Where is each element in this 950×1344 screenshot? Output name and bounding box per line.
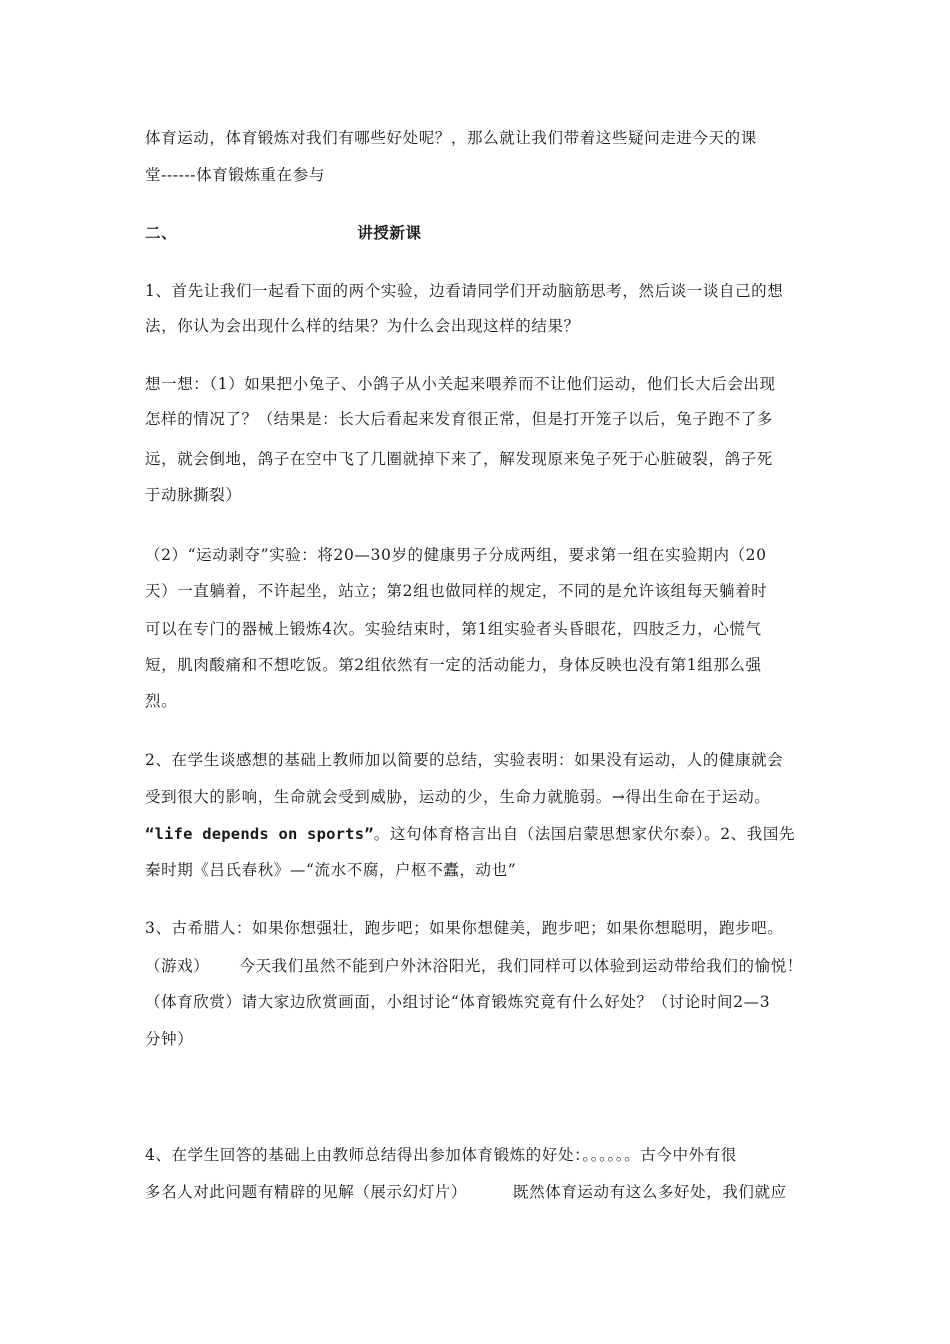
paragraph-line: 远，就会倒地，鸽子在空中飞了几圈就掉下来了，解发现原来兔子死于心脏破裂，鸽子死: [145, 450, 773, 468]
paragraph-line: 2、在学生谈感想的基础上教师加以简要的总结，实验表明：如果没有运动，人的健康就会: [145, 751, 784, 769]
motto-source: 。这句体育格言出自（法国启蒙思想家伏尔泰）。2、我国先: [373, 825, 796, 843]
section-heading: [145, 223, 835, 243]
motto-quote: “life depends on sports”: [145, 825, 374, 843]
paragraph-line: [145, 1182, 835, 1202]
paragraph-line: 堂------体育锻炼重在参与: [145, 166, 325, 184]
paragraph-line: 受到很大的影响，生命就会受到威胁，运动的少，生命力就脆弱。→得出生命在于运动。: [145, 788, 771, 806]
paragraph-line: 体育运动，体育锻炼对我们有哪些好处呢？，那么就让我们带着这些疑问走进今天的课: [145, 129, 757, 147]
paragraph-line: 天）一直躺着，不许起坐，站立；第2组也做同样的规定，不同的是允许该组每天躺着时: [145, 582, 768, 600]
paragraph-line: 3、古希腊人：如果你想强壮，跑步吧；如果你想健美，跑步吧；如果你想聪明，跑步吧。: [145, 919, 784, 937]
paragraph-line: 烈。: [145, 692, 178, 710]
paragraph-line: [145, 824, 835, 844]
paragraph-line: （体育欣赏）请大家边欣赏画面，小组讨论“体育锻炼究竟有什么好处？（讨论时间2—3: [145, 993, 771, 1011]
paragraph-line: 秦时期《吕氏春秋》—“流水不腐，户枢不蠹，动也”: [145, 861, 517, 879]
paragraph-line: 分钟）: [145, 1030, 194, 1048]
continuation-text: 既然体育运动有这么多好处，我们就应: [513, 1183, 787, 1201]
section-title: 讲授新课: [357, 223, 422, 242]
slide-note: 多名人对此问题有精辟的见解（展示幻灯片）: [145, 1183, 468, 1201]
activity-label: （游戏）: [145, 957, 210, 975]
paragraph-line: [145, 956, 835, 976]
activity-text: 今天我们虽然不能到户外沐浴阳光，我们同样可以体验到运动带给我们的愉悦！: [239, 957, 803, 975]
paragraph-line: 4、在学生回答的基础上由教师总结得出参加体育锻炼的好处：。。。。。。古今中外有很: [145, 1146, 737, 1164]
paragraph-line: 想一想：（1）如果把小兔子、小鸽子从小关起来喂养而不让他们运动，他们长大后会出现: [145, 375, 776, 393]
paragraph-line: （2）“运动剥夺”实验：将20—30岁的健康男子分成两组，要求第一组在实验期内（20: [145, 546, 767, 564]
paragraph-line: 法，你认为会出现什么样的结果？为什么会出现这样的结果？: [145, 317, 580, 335]
paragraph-line: 于动脉撕裂）: [145, 486, 242, 504]
paragraph-line: 1、首先让我们一起看下面的两个实验，边看请同学们开动脑筋思考，然后谈一谈自己的想: [145, 282, 784, 300]
paragraph-line: 短，肌肉酸痛和不想吃饭。第2组依然有一定的活动能力，身体反映也没有第1组那么强: [145, 656, 762, 674]
paragraph-line: 怎样的情况了？（结果是：长大后看起来发育很正常，但是打开笼子以后，兔子跑不了多: [145, 410, 773, 428]
section-number: 二、: [145, 223, 178, 242]
paragraph-line: 可以在专门的器械上锻炼4次。实验结束时，第1组实验者头昏眼花，四肢乏力，心慌气: [145, 620, 762, 638]
